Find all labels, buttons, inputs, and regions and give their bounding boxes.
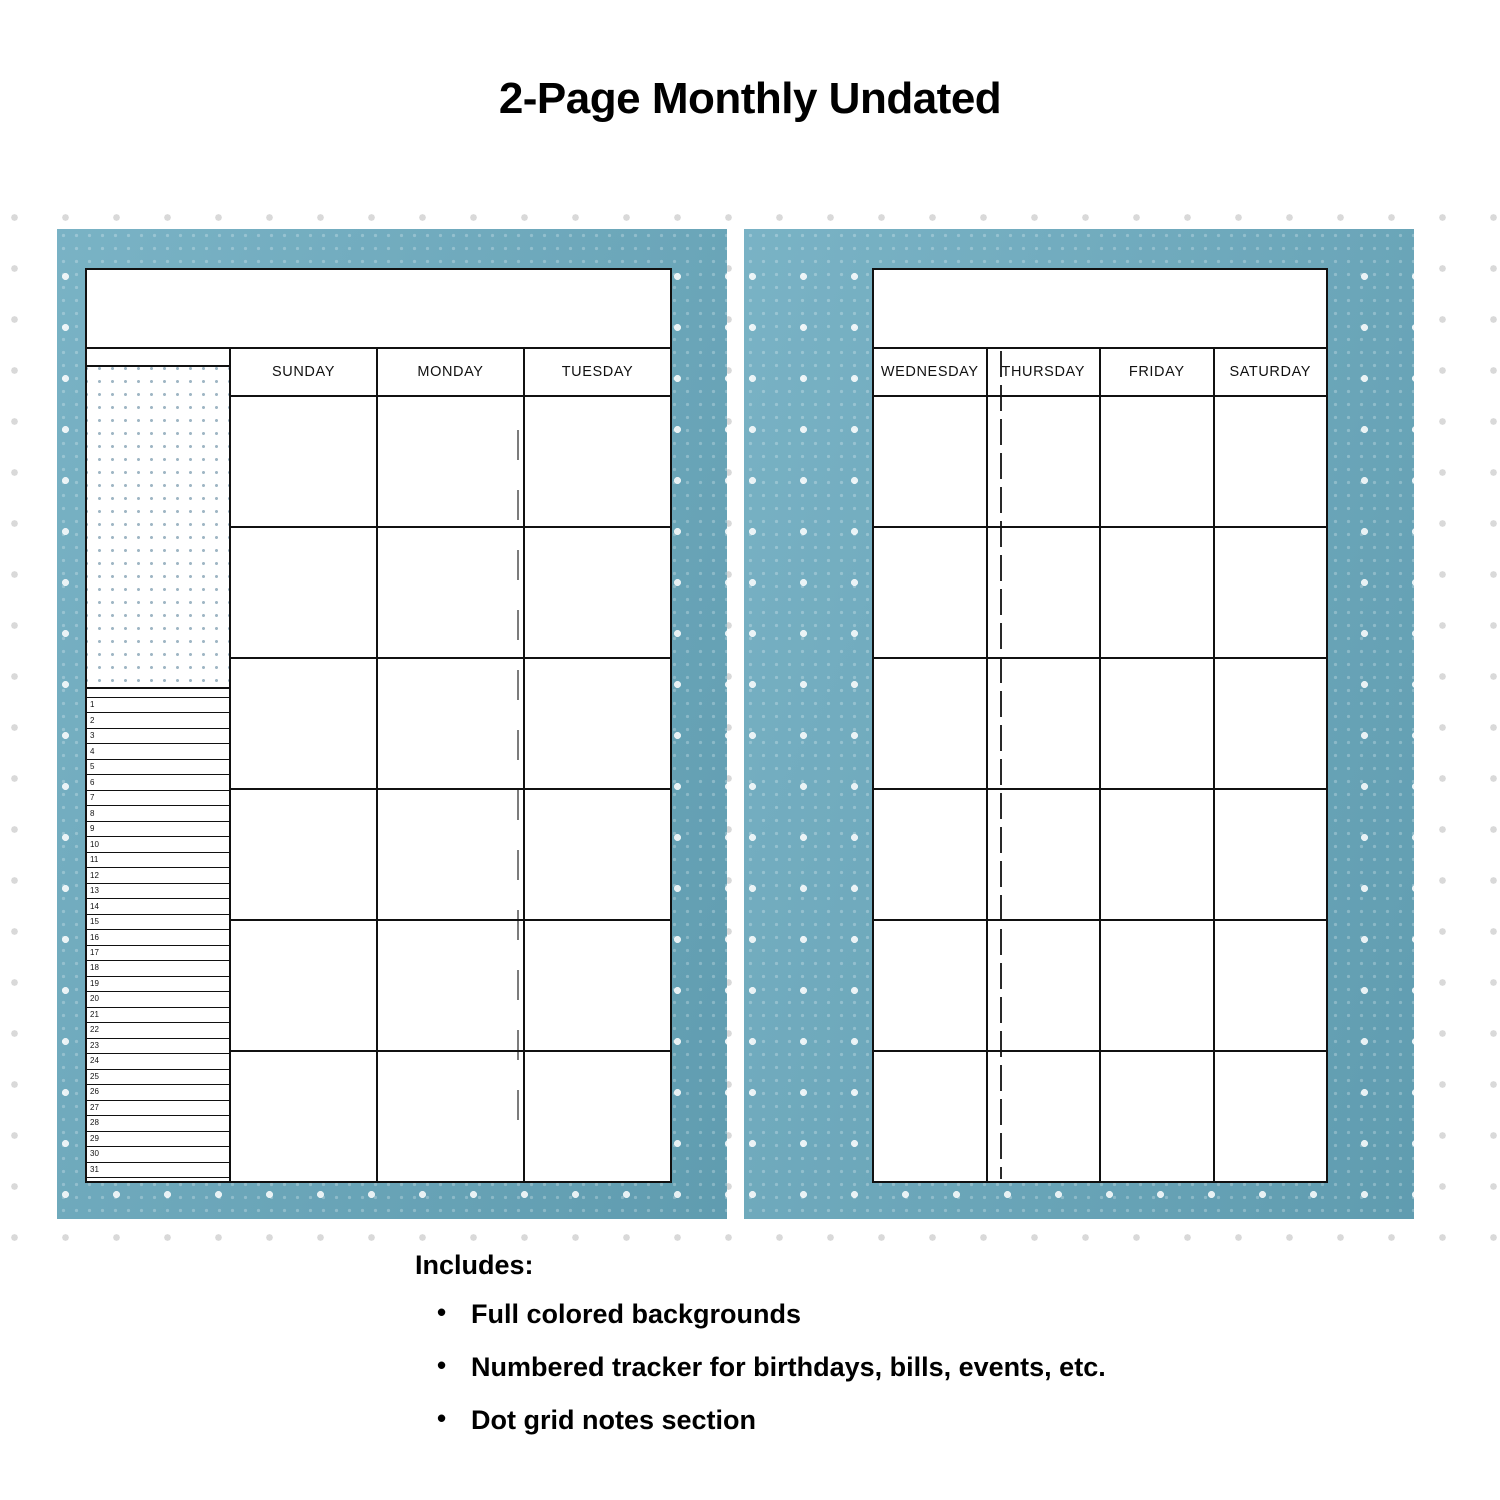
calendar-week-row	[874, 1052, 1326, 1181]
calendar-day-cell[interactable]	[1101, 659, 1215, 788]
calendar-week-row	[874, 659, 1326, 790]
includes-list	[415, 1299, 1415, 1436]
calendar-day-cell[interactable]	[1215, 921, 1327, 1050]
tracker-row-number: 11	[90, 855, 99, 865]
tracker-row[interactable]	[87, 775, 229, 790]
right-page	[744, 229, 1414, 1219]
tracker-row-number: 20	[90, 994, 99, 1004]
tracker-row-number: 19	[90, 978, 99, 988]
tracker-row-number: 28	[90, 1118, 99, 1128]
right-page-card	[872, 268, 1328, 1183]
calendar-day-cell[interactable]	[231, 921, 378, 1050]
calendar-week-row	[874, 397, 1326, 528]
calendar-day-cell[interactable]	[378, 528, 525, 657]
numbered-tracker[interactable]	[87, 689, 229, 1181]
tracker-row-number: 17	[90, 947, 99, 957]
tracker-row[interactable]	[87, 1132, 229, 1147]
calendar-day-cell[interactable]	[525, 1052, 670, 1181]
tracker-row-number: 21	[90, 1009, 99, 1019]
tracker-row-number: 27	[90, 1102, 99, 1112]
day-header-friday: FRIDAY	[1101, 349, 1215, 395]
calendar-header-right	[874, 349, 1326, 397]
calendar-week-row	[874, 790, 1326, 921]
tracker-row-number: 26	[90, 1087, 99, 1097]
calendar-day-cell[interactable]	[231, 1052, 378, 1181]
tracker-row-number: 18	[90, 963, 99, 973]
left-page-body	[87, 349, 670, 1181]
tracker-row[interactable]	[87, 713, 229, 728]
tracker-row-number: 31	[90, 1164, 99, 1174]
calendar-day-cell[interactable]	[378, 659, 525, 788]
tracker-row[interactable]	[87, 1070, 229, 1085]
tracker-row-number: 6	[90, 777, 95, 787]
tracker-row[interactable]	[87, 884, 229, 899]
tracker-row-number: 1	[90, 700, 95, 710]
tracker-row-number: 7	[90, 793, 95, 803]
calendar-day-cell[interactable]	[988, 921, 1102, 1050]
tracker-row[interactable]	[87, 744, 229, 759]
tracker-row-number: 15	[90, 917, 99, 927]
tracker-row-number: 2	[90, 715, 95, 725]
tracker-row[interactable]	[87, 822, 229, 837]
tracker-row-number: 30	[90, 1149, 99, 1159]
tracker-row-number: 22	[90, 1025, 99, 1035]
tracker-row-number: 3	[90, 731, 95, 741]
tracker-row-number: 14	[90, 901, 99, 911]
calendar-day-cell[interactable]	[525, 790, 670, 919]
tracker-row-number: 23	[90, 1040, 99, 1050]
calendar-day-cell[interactable]	[378, 790, 525, 919]
tracker-row[interactable]	[87, 1147, 229, 1162]
right-page-body	[874, 349, 1326, 1181]
calendar-header-left	[231, 349, 670, 397]
tracker-row-number: 5	[90, 762, 95, 772]
day-header-saturday: SATURDAY	[1229, 364, 1312, 380]
tracker-row-number: 4	[90, 746, 95, 756]
includes-heading: Includes:	[415, 1250, 534, 1280]
includes-block	[415, 1250, 1415, 1458]
tracker-row[interactable]	[87, 697, 229, 713]
calendar-week-row	[231, 921, 670, 1052]
fold-guide-marks	[517, 430, 519, 1130]
calendar-day-cell[interactable]	[525, 397, 670, 526]
calendar-day-cell[interactable]	[525, 659, 670, 788]
month-title-strip-left[interactable]	[87, 270, 670, 349]
tracker-row[interactable]	[87, 760, 229, 775]
tracker-row[interactable]	[87, 1101, 229, 1116]
tracker-row[interactable]	[87, 1023, 229, 1038]
tracker-row[interactable]	[87, 1039, 229, 1054]
includes-list-item: • Numbered tracker for birthdays, bills, events, etc.	[471, 1352, 1415, 1383]
day-header-thursday: THURSDAY	[988, 349, 1102, 395]
tracker-row-number: 16	[90, 932, 99, 942]
calendar-grid-right	[874, 349, 1326, 1181]
calendar-day-cell[interactable]	[1101, 397, 1215, 526]
calendar-day-cell[interactable]	[874, 659, 988, 788]
tracker-row[interactable]	[87, 1008, 229, 1023]
planner-spread	[57, 229, 1414, 1219]
includes-list-item: • Full colored backgrounds	[471, 1299, 1415, 1330]
tracker-row[interactable]	[87, 992, 229, 1007]
tracker-row[interactable]	[87, 899, 229, 914]
left-page	[57, 229, 727, 1219]
calendar-grid-left	[231, 349, 670, 1181]
tracker-row[interactable]	[87, 961, 229, 976]
calendar-day-cell[interactable]	[1101, 1052, 1215, 1181]
tracker-row[interactable]	[87, 729, 229, 744]
tracker-rows	[87, 697, 229, 1178]
day-header-monday: MONDAY	[378, 349, 525, 395]
calendar-day-cell[interactable]	[988, 659, 1102, 788]
includes-list-item: • Dot grid notes section	[471, 1405, 1415, 1436]
calendar-week-row	[231, 528, 670, 659]
calendar-day-cell[interactable]	[231, 397, 378, 526]
calendar-day-cell[interactable]	[231, 659, 378, 788]
day-header-wednesday: WEDNESDAY	[874, 349, 988, 395]
dot-grid-notes-section[interactable]	[87, 367, 229, 689]
tracker-row-number: 8	[90, 808, 95, 818]
calendar-week-row	[231, 659, 670, 790]
calendar-day-cell[interactable]	[1215, 659, 1327, 788]
tracker-row[interactable]	[87, 1163, 229, 1178]
tracker-row-number: 24	[90, 1056, 99, 1066]
calendar-day-cell[interactable]	[525, 921, 670, 1050]
tracker-row[interactable]	[87, 806, 229, 821]
left-sidebar	[87, 349, 231, 1181]
calendar-day-cell[interactable]	[378, 1052, 525, 1181]
calendar-day-cell[interactable]	[1101, 790, 1215, 919]
calendar-day-cell[interactable]	[378, 397, 525, 526]
calendar-day-cell[interactable]	[874, 790, 988, 919]
calendar-day-cell[interactable]	[1215, 528, 1327, 657]
tracker-row[interactable]	[87, 853, 229, 868]
calendar-day-cell[interactable]	[1215, 397, 1327, 526]
tracker-row[interactable]	[87, 868, 229, 883]
calendar-day-cell[interactable]	[988, 1052, 1102, 1181]
day-header-sunday: SUNDAY	[231, 349, 378, 395]
calendar-day-cell[interactable]	[988, 397, 1102, 526]
calendar-day-cell[interactable]	[988, 790, 1102, 919]
calendar-day-cell[interactable]	[1101, 921, 1215, 1050]
calendar-week-row	[231, 397, 670, 528]
calendar-day-cell[interactable]	[1215, 1052, 1327, 1181]
notes-header-bar	[87, 349, 229, 367]
calendar-day-cell[interactable]	[378, 921, 525, 1050]
tracker-row-number: 9	[90, 824, 95, 834]
tracker-row[interactable]	[87, 1085, 229, 1100]
left-page-card	[85, 268, 672, 1183]
tracker-row[interactable]	[87, 837, 229, 852]
calendar-day-cell[interactable]	[874, 528, 988, 657]
calendar-day-cell[interactable]	[874, 397, 988, 526]
calendar-weeks-left	[231, 397, 670, 1181]
calendar-day-cell[interactable]	[1215, 790, 1327, 919]
tracker-row[interactable]	[87, 946, 229, 961]
tracker-row-number: 10	[90, 839, 99, 849]
page-title: 2-Page Monthly Undated	[498, 74, 1002, 123]
calendar-day-cell[interactable]	[1101, 528, 1215, 657]
month-title-strip-right[interactable]	[874, 270, 1326, 349]
day-header-tuesday: TUESDAY	[561, 364, 634, 380]
calendar-week-row	[874, 921, 1326, 1052]
tracker-row-number: 12	[90, 870, 99, 880]
tracker-row-number: 25	[90, 1071, 99, 1081]
calendar-week-row	[874, 528, 1326, 659]
calendar-day-cell[interactable]	[525, 528, 670, 657]
tracker-row[interactable]	[87, 1116, 229, 1131]
calendar-week-row	[231, 790, 670, 921]
tracker-row[interactable]	[87, 1054, 229, 1069]
gutter-fold-line	[1000, 351, 1002, 1179]
tracker-row[interactable]	[87, 977, 229, 992]
calendar-day-cell[interactable]	[231, 528, 378, 657]
tracker-row[interactable]	[87, 915, 229, 930]
calendar-week-row	[231, 1052, 670, 1181]
tracker-row[interactable]	[87, 791, 229, 806]
calendar-day-cell[interactable]	[874, 921, 988, 1050]
tracker-row-number: 13	[90, 886, 99, 896]
calendar-day-cell[interactable]	[988, 528, 1102, 657]
calendar-day-cell[interactable]	[231, 790, 378, 919]
calendar-weeks-right	[874, 397, 1326, 1181]
calendar-day-cell[interactable]	[874, 1052, 988, 1181]
tracker-row[interactable]	[87, 930, 229, 945]
tracker-row-number: 29	[90, 1133, 99, 1143]
